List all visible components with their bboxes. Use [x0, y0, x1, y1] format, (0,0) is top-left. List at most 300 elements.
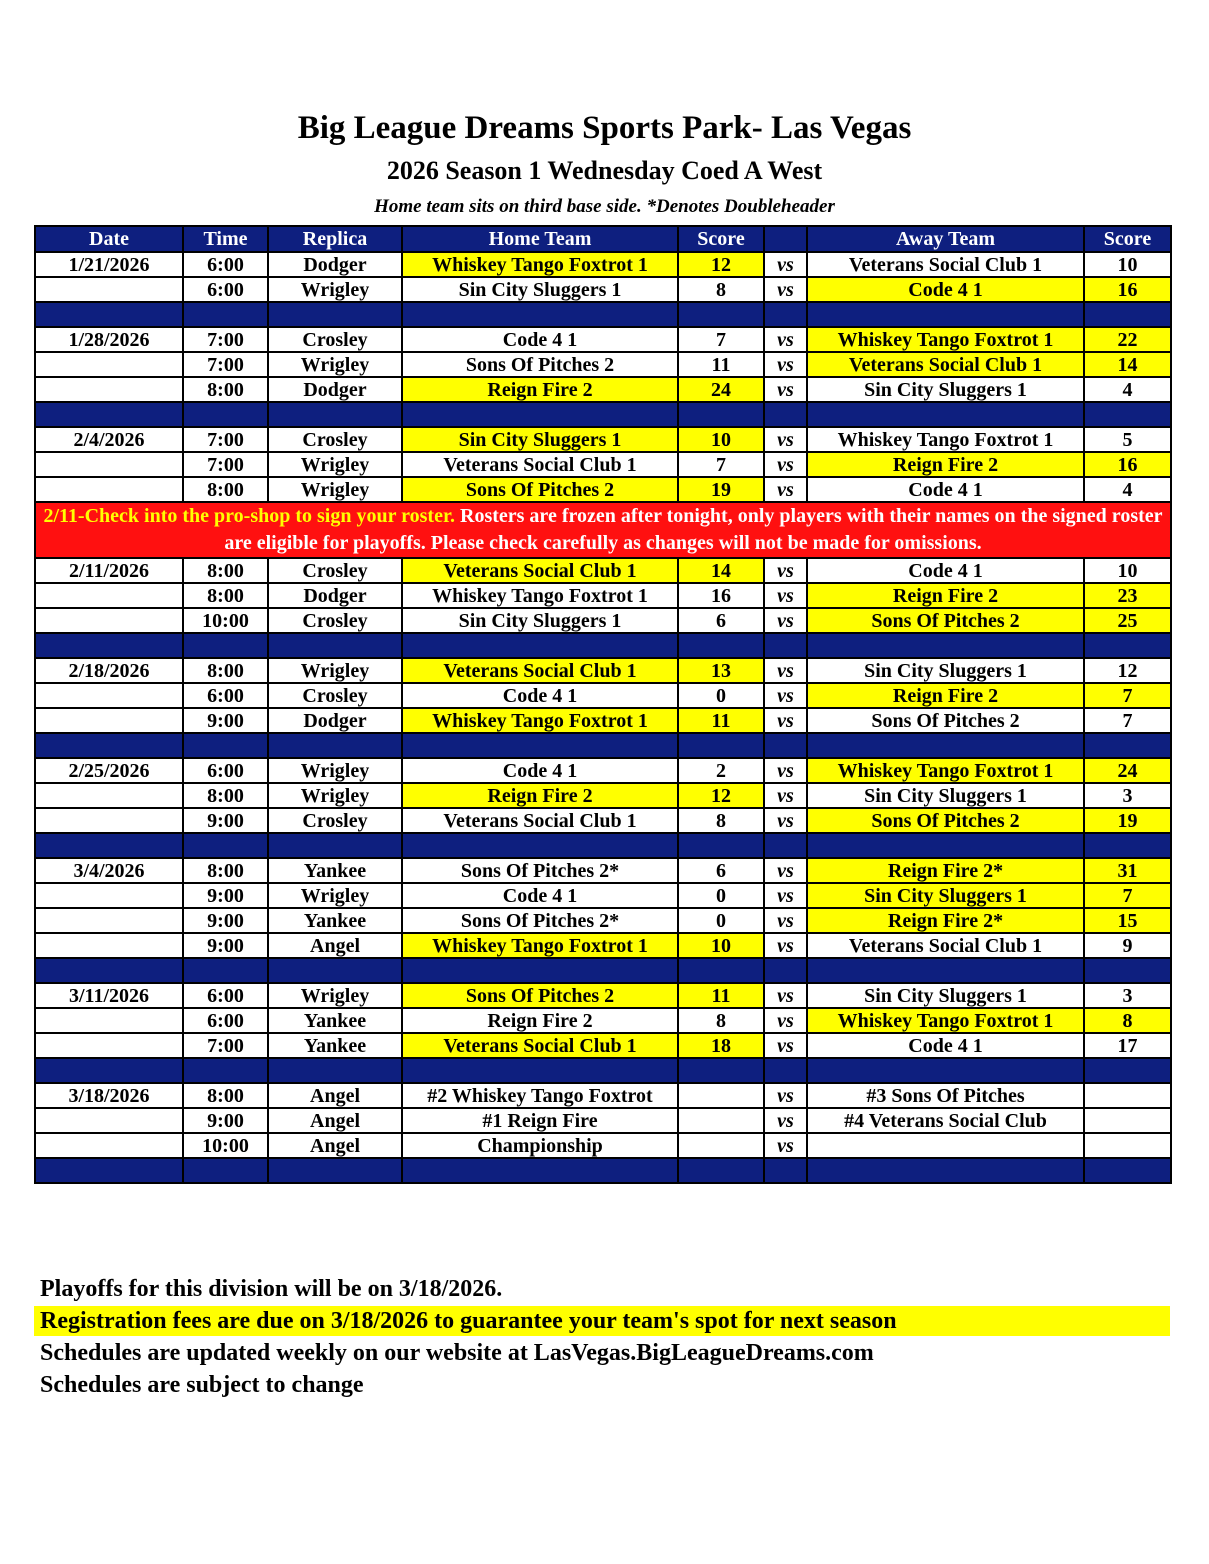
game-replica: Wrigley	[268, 758, 402, 783]
away-team: Sin City Sluggers 1	[807, 783, 1084, 808]
game-time: 9:00	[183, 908, 268, 933]
away-team: Sons Of Pitches 2	[807, 808, 1084, 833]
away-score: 3	[1084, 983, 1171, 1008]
home-score: 2	[678, 758, 764, 783]
away-team: Whiskey Tango Foxtrot 1	[807, 758, 1084, 783]
away-team: Code 4 1	[807, 477, 1084, 502]
away-score: 24	[1084, 758, 1171, 783]
separator-cell	[678, 1058, 764, 1083]
game-time: 6:00	[183, 277, 268, 302]
game-replica: Yankee	[268, 1008, 402, 1033]
home-team: Whiskey Tango Foxtrot 1	[402, 583, 678, 608]
separator-cell	[183, 402, 268, 427]
header-date: Date	[35, 226, 183, 252]
game-time: 6:00	[183, 683, 268, 708]
game-replica: Dodger	[268, 708, 402, 733]
separator-cell	[764, 833, 807, 858]
away-team: Sin City Sluggers 1	[807, 983, 1084, 1008]
away-team: Code 4 1	[807, 277, 1084, 302]
game-time: 8:00	[183, 583, 268, 608]
separator-cell	[807, 833, 1084, 858]
away-team: Whiskey Tango Foxtrot 1	[807, 427, 1084, 452]
game-date	[35, 1133, 183, 1158]
table-row	[35, 1008, 1171, 1033]
separator-cell	[1084, 1058, 1171, 1083]
away-team: Sin City Sluggers 1	[807, 883, 1084, 908]
game-date	[35, 783, 183, 808]
separator-cell	[764, 1158, 807, 1183]
separator-cell	[35, 1158, 183, 1183]
home-score: 0	[678, 883, 764, 908]
header-vs	[764, 226, 807, 252]
game-date: 2/11/2026	[35, 558, 183, 583]
away-score: 7	[1084, 683, 1171, 708]
home-score: 13	[678, 658, 764, 683]
separator-cell	[402, 633, 678, 658]
separator-cell	[183, 1058, 268, 1083]
away-team: Reign Fire 2*	[807, 908, 1084, 933]
game-time: 8:00	[183, 477, 268, 502]
away-score: 4	[1084, 477, 1171, 502]
home-score	[678, 1108, 764, 1133]
separator-cell	[807, 733, 1084, 758]
vs-label: vs	[764, 758, 807, 783]
website-note: Schedules are updated weekly on our website at LasVegas.BigLeagueDreams.com	[40, 1340, 874, 1366]
table-row	[35, 252, 1171, 277]
game-replica: Crosley	[268, 327, 402, 352]
game-replica: Crosley	[268, 558, 402, 583]
home-team: Reign Fire 2	[402, 783, 678, 808]
game-replica: Wrigley	[268, 783, 402, 808]
game-replica: Crosley	[268, 808, 402, 833]
separator-cell	[807, 633, 1084, 658]
vs-label: vs	[764, 1033, 807, 1058]
away-score: 23	[1084, 583, 1171, 608]
table-row	[35, 758, 1171, 783]
game-replica: Dodger	[268, 252, 402, 277]
table-row	[35, 1033, 1171, 1058]
game-time: 10:00	[183, 1133, 268, 1158]
separator-cell	[35, 733, 183, 758]
away-score: 19	[1084, 808, 1171, 833]
away-team: Sin City Sluggers 1	[807, 658, 1084, 683]
vs-label: vs	[764, 933, 807, 958]
vs-label: vs	[764, 883, 807, 908]
away-score: 9	[1084, 933, 1171, 958]
game-time: 7:00	[183, 427, 268, 452]
roster-notice-row	[35, 502, 1171, 558]
separator-cell	[807, 1158, 1084, 1183]
home-team: Sin City Sluggers 1	[402, 427, 678, 452]
table-row	[35, 983, 1171, 1008]
game-date	[35, 377, 183, 402]
home-score: 14	[678, 558, 764, 583]
vs-label: vs	[764, 427, 807, 452]
away-score: 5	[1084, 427, 1171, 452]
page-title: Big League Dreams Sports Park- Las Vegas	[297, 110, 912, 146]
game-date: 2/4/2026	[35, 427, 183, 452]
away-team: Veterans Social Club 1	[807, 933, 1084, 958]
separator-cell	[268, 633, 402, 658]
week-separator	[35, 402, 1171, 427]
table-row	[35, 352, 1171, 377]
vs-label: vs	[764, 277, 807, 302]
home-score: 6	[678, 858, 764, 883]
home-team: Code 4 1	[402, 683, 678, 708]
table-row	[35, 1108, 1171, 1133]
separator-cell	[764, 1058, 807, 1083]
separator-cell	[678, 633, 764, 658]
game-replica: Angel	[268, 933, 402, 958]
separator-cell	[1084, 833, 1171, 858]
home-team: Code 4 1	[402, 327, 678, 352]
game-replica: Wrigley	[268, 658, 402, 683]
separator-cell	[268, 1058, 402, 1083]
home-score: 11	[678, 708, 764, 733]
registration-note: Registration fees are due on 3/18/2026 to guarantee your team's spot for next season	[34, 1306, 1170, 1336]
schedule-table	[34, 225, 1172, 1184]
separator-cell	[402, 958, 678, 983]
away-score: 7	[1084, 883, 1171, 908]
away-score: 14	[1084, 352, 1171, 377]
game-date	[35, 452, 183, 477]
game-replica: Yankee	[268, 858, 402, 883]
home-team: Code 4 1	[402, 758, 678, 783]
game-time: 9:00	[183, 708, 268, 733]
home-score: 19	[678, 477, 764, 502]
game-date: 3/11/2026	[35, 983, 183, 1008]
game-time: 7:00	[183, 1033, 268, 1058]
game-time: 7:00	[183, 452, 268, 477]
home-score: 8	[678, 1008, 764, 1033]
game-time: 8:00	[183, 658, 268, 683]
separator-cell	[35, 402, 183, 427]
home-score: 12	[678, 252, 764, 277]
home-team: Veterans Social Club 1	[402, 1033, 678, 1058]
away-score: 31	[1084, 858, 1171, 883]
week-separator	[35, 733, 1171, 758]
vs-label: vs	[764, 1133, 807, 1158]
table-row	[35, 558, 1171, 583]
game-time: 8:00	[183, 858, 268, 883]
game-replica: Yankee	[268, 908, 402, 933]
home-team: Whiskey Tango Foxtrot 1	[402, 252, 678, 277]
vs-label: vs	[764, 608, 807, 633]
game-replica: Wrigley	[268, 983, 402, 1008]
game-time: 8:00	[183, 783, 268, 808]
separator-cell	[183, 733, 268, 758]
home-score	[678, 1083, 764, 1108]
separator-cell	[268, 958, 402, 983]
away-score: 25	[1084, 608, 1171, 633]
home-score: 0	[678, 683, 764, 708]
separator-cell	[807, 958, 1084, 983]
game-date	[35, 908, 183, 933]
vs-label: vs	[764, 558, 807, 583]
table-row	[35, 933, 1171, 958]
home-team: Sons Of Pitches 2	[402, 477, 678, 502]
home-team: Whiskey Tango Foxtrot 1	[402, 933, 678, 958]
schedule-note: Home team sits on third base side. *Denotes Doubleheader	[374, 196, 835, 217]
table-header-row	[35, 226, 1171, 252]
vs-label: vs	[764, 352, 807, 377]
separator-cell	[35, 1058, 183, 1083]
table-row	[35, 377, 1171, 402]
home-team: Whiskey Tango Foxtrot 1	[402, 708, 678, 733]
separator-cell	[183, 1158, 268, 1183]
separator-cell	[764, 633, 807, 658]
header-home-team: Home Team	[402, 226, 678, 252]
game-date	[35, 352, 183, 377]
vs-label: vs	[764, 327, 807, 352]
home-score: 12	[678, 783, 764, 808]
header-replica: Replica	[268, 226, 402, 252]
separator-cell	[183, 958, 268, 983]
away-score: 22	[1084, 327, 1171, 352]
table-row	[35, 277, 1171, 302]
home-score: 11	[678, 352, 764, 377]
away-team: #3 Sons Of Pitches	[807, 1083, 1084, 1108]
away-team: Code 4 1	[807, 1033, 1084, 1058]
away-score: 10	[1084, 252, 1171, 277]
separator-cell	[183, 833, 268, 858]
away-team: Code 4 1	[807, 558, 1084, 583]
separator-cell	[402, 833, 678, 858]
game-replica: Yankee	[268, 1033, 402, 1058]
home-score: 7	[678, 327, 764, 352]
separator-cell	[764, 402, 807, 427]
game-time: 6:00	[183, 758, 268, 783]
table-row	[35, 808, 1171, 833]
home-team: Code 4 1	[402, 883, 678, 908]
home-team: Reign Fire 2	[402, 377, 678, 402]
away-score: 15	[1084, 908, 1171, 933]
game-replica: Angel	[268, 1108, 402, 1133]
home-score: 8	[678, 277, 764, 302]
away-team: Whiskey Tango Foxtrot 1	[807, 327, 1084, 352]
home-score: 10	[678, 427, 764, 452]
table-row	[35, 608, 1171, 633]
game-time: 8:00	[183, 558, 268, 583]
away-score: 16	[1084, 277, 1171, 302]
home-team: Sons Of Pitches 2*	[402, 908, 678, 933]
game-time: 6:00	[183, 1008, 268, 1033]
game-date: 2/18/2026	[35, 658, 183, 683]
home-team: Sons Of Pitches 2	[402, 983, 678, 1008]
game-replica: Crosley	[268, 683, 402, 708]
vs-label: vs	[764, 683, 807, 708]
vs-label: vs	[764, 658, 807, 683]
home-score: 24	[678, 377, 764, 402]
game-date: 3/4/2026	[35, 858, 183, 883]
game-replica: Angel	[268, 1133, 402, 1158]
away-team: #4 Veterans Social Club	[807, 1108, 1084, 1133]
game-date	[35, 708, 183, 733]
week-separator	[35, 1158, 1171, 1183]
separator-cell	[678, 958, 764, 983]
separator-cell	[1084, 633, 1171, 658]
away-team: Whiskey Tango Foxtrot 1	[807, 1008, 1084, 1033]
home-team: Veterans Social Club 1	[402, 452, 678, 477]
game-replica: Wrigley	[268, 452, 402, 477]
game-replica: Wrigley	[268, 352, 402, 377]
separator-cell	[1084, 302, 1171, 327]
separator-cell	[807, 302, 1084, 327]
separator-cell	[764, 302, 807, 327]
home-score: 8	[678, 808, 764, 833]
vs-label: vs	[764, 1083, 807, 1108]
separator-cell	[402, 302, 678, 327]
home-team: Veterans Social Club 1	[402, 808, 678, 833]
home-score: 7	[678, 452, 764, 477]
header-time: Time	[183, 226, 268, 252]
table-row	[35, 327, 1171, 352]
week-separator	[35, 833, 1171, 858]
separator-cell	[807, 402, 1084, 427]
home-team: #1 Reign Fire	[402, 1108, 678, 1133]
home-score	[678, 1133, 764, 1158]
separator-cell	[183, 633, 268, 658]
separator-cell	[402, 1058, 678, 1083]
away-team: Reign Fire 2	[807, 583, 1084, 608]
table-row	[35, 1083, 1171, 1108]
game-time: 10:00	[183, 608, 268, 633]
vs-label: vs	[764, 708, 807, 733]
game-date: 2/25/2026	[35, 758, 183, 783]
game-replica: Dodger	[268, 583, 402, 608]
away-score	[1084, 1108, 1171, 1133]
week-separator	[35, 958, 1171, 983]
home-score: 16	[678, 583, 764, 608]
away-score: 17	[1084, 1033, 1171, 1058]
game-date	[35, 477, 183, 502]
separator-cell	[183, 302, 268, 327]
table-row	[35, 427, 1171, 452]
away-team: Reign Fire 2	[807, 683, 1084, 708]
table-row	[35, 783, 1171, 808]
home-score: 0	[678, 908, 764, 933]
game-date	[35, 883, 183, 908]
week-separator	[35, 302, 1171, 327]
roster-notice	[35, 502, 1171, 558]
game-replica: Crosley	[268, 608, 402, 633]
game-date	[35, 808, 183, 833]
vs-label: vs	[764, 477, 807, 502]
game-replica: Angel	[268, 1083, 402, 1108]
game-date	[35, 608, 183, 633]
vs-label: vs	[764, 983, 807, 1008]
game-replica: Wrigley	[268, 883, 402, 908]
separator-cell	[268, 302, 402, 327]
game-time: 9:00	[183, 808, 268, 833]
week-separator	[35, 633, 1171, 658]
away-team: Sin City Sluggers 1	[807, 377, 1084, 402]
table-row	[35, 683, 1171, 708]
separator-cell	[268, 833, 402, 858]
separator-cell	[268, 733, 402, 758]
game-date	[35, 933, 183, 958]
roster-notice-lead: 2/11-Check into the pro-shop to sign your roster.	[43, 505, 455, 527]
home-team: Sin City Sluggers 1	[402, 277, 678, 302]
separator-cell	[678, 302, 764, 327]
game-time: 7:00	[183, 352, 268, 377]
separator-cell	[1084, 402, 1171, 427]
away-score: 7	[1084, 708, 1171, 733]
table-row	[35, 708, 1171, 733]
game-date: 3/18/2026	[35, 1083, 183, 1108]
change-note: Schedules are subject to change	[40, 1372, 364, 1398]
separator-cell	[678, 402, 764, 427]
table-row	[35, 883, 1171, 908]
separator-cell	[35, 833, 183, 858]
table-row	[35, 477, 1171, 502]
home-team: #2 Whiskey Tango Foxtrot	[402, 1083, 678, 1108]
home-score: 11	[678, 983, 764, 1008]
game-replica: Wrigley	[268, 477, 402, 502]
separator-cell	[268, 402, 402, 427]
table-row	[35, 1133, 1171, 1158]
game-time: 9:00	[183, 1108, 268, 1133]
separator-cell	[807, 1058, 1084, 1083]
separator-cell	[1084, 733, 1171, 758]
home-team: Sin City Sluggers 1	[402, 608, 678, 633]
away-team: Reign Fire 2	[807, 452, 1084, 477]
vs-label: vs	[764, 1108, 807, 1133]
home-team: Sons Of Pitches 2*	[402, 858, 678, 883]
table-row	[35, 452, 1171, 477]
vs-label: vs	[764, 452, 807, 477]
vs-label: vs	[764, 808, 807, 833]
away-score: 12	[1084, 658, 1171, 683]
separator-cell	[1084, 958, 1171, 983]
header-home-score: Score	[678, 226, 764, 252]
game-time: 8:00	[183, 377, 268, 402]
separator-cell	[678, 833, 764, 858]
away-score	[1084, 1133, 1171, 1158]
separator-cell	[764, 733, 807, 758]
week-separator	[35, 1058, 1171, 1083]
home-score: 18	[678, 1033, 764, 1058]
vs-label: vs	[764, 908, 807, 933]
table-row	[35, 583, 1171, 608]
game-replica: Dodger	[268, 377, 402, 402]
vs-label: vs	[764, 858, 807, 883]
game-date	[35, 683, 183, 708]
separator-cell	[402, 733, 678, 758]
page-subtitle: 2026 Season 1 Wednesday Coed A West	[386, 156, 823, 185]
header-away-score: Score	[1084, 226, 1171, 252]
vs-label: vs	[764, 583, 807, 608]
vs-label: vs	[764, 252, 807, 277]
away-score: 10	[1084, 558, 1171, 583]
table-row	[35, 908, 1171, 933]
away-team: Sons Of Pitches 2	[807, 708, 1084, 733]
game-replica: Crosley	[268, 427, 402, 452]
away-score: 4	[1084, 377, 1171, 402]
table-row	[35, 858, 1171, 883]
game-replica: Wrigley	[268, 277, 402, 302]
home-team: Veterans Social Club 1	[402, 658, 678, 683]
game-date: 1/21/2026	[35, 252, 183, 277]
away-team: Veterans Social Club 1	[807, 352, 1084, 377]
playoffs-note: Playoffs for this division will be on 3/18/2026.	[40, 1276, 503, 1302]
away-score	[1084, 1083, 1171, 1108]
game-time: 6:00	[183, 983, 268, 1008]
away-score: 3	[1084, 783, 1171, 808]
game-date: 1/28/2026	[35, 327, 183, 352]
vs-label: vs	[764, 783, 807, 808]
game-time: 9:00	[183, 883, 268, 908]
